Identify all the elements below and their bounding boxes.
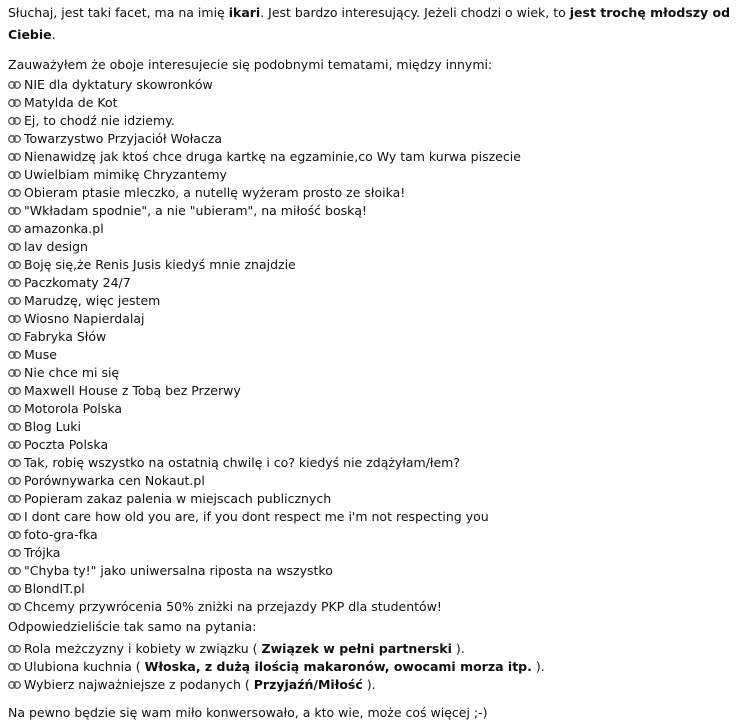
- topic-label: Boję się,że Renis Jusis kiedyś mnie znajdzie: [24, 257, 296, 272]
- topic-item: [8, 490, 743, 508]
- link-icon: [8, 310, 24, 328]
- link-icon: [8, 436, 24, 454]
- link-icon: [8, 490, 24, 508]
- topic-label: Matylda de Kot: [24, 95, 118, 110]
- topic-item: [8, 148, 743, 166]
- link-icon: [8, 166, 24, 184]
- topic-label: Fabryka Słów: [24, 329, 107, 344]
- topic-label: BlondIT.pl: [24, 581, 85, 596]
- topic-item: [8, 400, 743, 418]
- link-icon: [8, 526, 24, 544]
- topic-label: Uwielbiam mimikę Chryzantemy: [24, 167, 227, 182]
- answer-end: ).: [535, 659, 545, 674]
- link-icon: [8, 274, 24, 292]
- topic-item: [8, 508, 743, 526]
- link-icon: [8, 364, 24, 382]
- topic-item: [8, 220, 743, 238]
- intro-paragraph: [8, 2, 743, 46]
- answer-item: [8, 658, 743, 676]
- link-icon: [8, 292, 24, 310]
- answer-value: Przyjaźń/Miłość: [253, 677, 363, 692]
- topic-label: Muse: [24, 347, 57, 362]
- topic-item: [8, 346, 743, 364]
- topic-item: [8, 94, 743, 112]
- topic-label: Towarzystwo Przyjaciół Wołacza: [24, 131, 223, 146]
- topic-item: [8, 544, 743, 562]
- topic-label: Obieram ptasie mleczko, a nutellę wyżeram prosto ze słoika!: [24, 185, 406, 200]
- answers-list: [8, 640, 743, 694]
- topic-label: foto-gra-fka: [24, 527, 98, 542]
- topic-item: [8, 274, 743, 292]
- link-icon: [8, 454, 24, 472]
- topic-label: Paczkomaty 24/7: [24, 275, 131, 290]
- answer-value: Związek w pełni partnerski: [261, 641, 452, 656]
- match-age: jest trochę młodszy od Ciebie: [8, 5, 731, 42]
- topic-item: [8, 238, 743, 256]
- topic-item: [8, 310, 743, 328]
- topic-label: Nienawidzę jak ktoś chce druga kartkę na egzaminie,co Wy tam kurwa piszecie: [24, 149, 521, 164]
- topic-item: [8, 76, 743, 94]
- topic-label: "Chyba ty!" jako uniwersalna riposta na wszystko: [24, 563, 333, 578]
- topic-item: [8, 454, 743, 472]
- intro-text-1: Słuchaj, jest taki facet, ma na imię: [8, 5, 225, 20]
- topic-label: Porównywarka cen Nokaut.pl: [24, 473, 205, 488]
- topic-item: [8, 526, 743, 544]
- topic-item: [8, 184, 743, 202]
- topic-label: Popieram zakaz palenia w miejscach publicznych: [24, 491, 332, 506]
- topic-item: [8, 292, 743, 310]
- answers-lead: Odpowiedzieliście tak samo na pytania:: [8, 619, 257, 634]
- topic-label: Tak, robię wszystko na ostatnią chwilę i co? kiedyś nie zdążyłam/łem?: [24, 455, 460, 470]
- link-icon: [8, 676, 24, 694]
- topic-label: Wiosno Napierdalaj: [24, 311, 145, 326]
- link-icon: [8, 598, 24, 616]
- topic-item: [8, 472, 743, 490]
- topic-item: [8, 436, 743, 454]
- link-icon: [8, 202, 24, 220]
- topic-label: "Wkładam spodnie", a nie "ubieram", na miłość boską!: [24, 203, 368, 218]
- link-icon: [8, 130, 24, 148]
- intro-text-3: .: [51, 27, 56, 42]
- link-icon: [8, 508, 24, 526]
- link-icon: [8, 418, 24, 436]
- topic-label: amazonka.pl: [24, 221, 104, 236]
- link-icon: [8, 640, 24, 658]
- answer-item: [8, 640, 743, 658]
- link-icon: [8, 400, 24, 418]
- link-icon: [8, 472, 24, 490]
- topic-item: [8, 580, 743, 598]
- answer-question: Wybierz najważniejsze z podanych (: [24, 677, 250, 692]
- link-icon: [8, 328, 24, 346]
- link-icon: [8, 94, 24, 112]
- link-icon: [8, 112, 24, 130]
- link-icon: [8, 562, 24, 580]
- topic-label: lav design: [24, 239, 88, 254]
- answer-value: Włoska, z dużą ilością makaronów, owocami morza itp.: [144, 659, 532, 674]
- topic-label: Blog Luki: [24, 419, 81, 434]
- topic-item: [8, 130, 743, 148]
- topic-label: Maxwell House z Tobą bez Przerwy: [24, 383, 241, 398]
- topic-item: [8, 112, 743, 130]
- topic-item: [8, 382, 743, 400]
- topic-label: Trójka: [24, 545, 61, 560]
- topic-label: Poczta Polska: [24, 437, 109, 452]
- link-icon: [8, 544, 24, 562]
- topic-item: [8, 202, 743, 220]
- link-icon: [8, 184, 24, 202]
- topic-label: Chcemy przywrócenia 50% zniżki na przejazdy PKP dla studentów!: [24, 599, 442, 614]
- link-icon: [8, 256, 24, 274]
- link-icon: [8, 346, 24, 364]
- topic-item: [8, 364, 743, 382]
- topic-item: [8, 418, 743, 436]
- link-icon: [8, 220, 24, 238]
- answer-end: ).: [366, 677, 376, 692]
- topics-lead: Zauważyłem że oboje interesujecie się podobnymi tematami, między innymi:: [8, 57, 493, 72]
- link-icon: [8, 658, 24, 676]
- link-icon: [8, 76, 24, 94]
- link-icon: [8, 580, 24, 598]
- answer-question: Rola meżczyzny i kobiety w związku (: [24, 641, 258, 656]
- answer-end: ).: [455, 641, 465, 656]
- answer-question: Ulubiona kuchnia (: [24, 659, 141, 674]
- closing-text: Na pewno będzie się wam miło konwersowało, a kto wie, może coś więcej ;-): [8, 705, 488, 720]
- answer-item: [8, 676, 743, 694]
- intro-text-2: . Jest bardzo interesujący. Jeżeli chodzi o wiek, to: [260, 5, 566, 20]
- topic-item: [8, 166, 743, 184]
- topic-item: [8, 256, 743, 274]
- topic-label: I dont care how old you are, if you dont respect me i'm not respecting you: [24, 509, 489, 524]
- topic-item: [8, 598, 743, 616]
- link-icon: [8, 148, 24, 166]
- link-icon: [8, 238, 24, 256]
- topic-item: [8, 328, 743, 346]
- topic-label: Marudzę, więc jestem: [24, 293, 161, 308]
- match-name: ikari: [228, 5, 261, 20]
- topic-item: [8, 562, 743, 580]
- topic-label: Motorola Polska: [24, 401, 123, 416]
- topic-label: Ej, to chodź nie idziemy.: [24, 113, 175, 128]
- link-icon: [8, 382, 24, 400]
- topic-label: Nie chce mi się: [24, 365, 120, 380]
- topic-label: NIE dla dyktatury skowronków: [24, 77, 213, 92]
- topics-list: [8, 76, 743, 616]
